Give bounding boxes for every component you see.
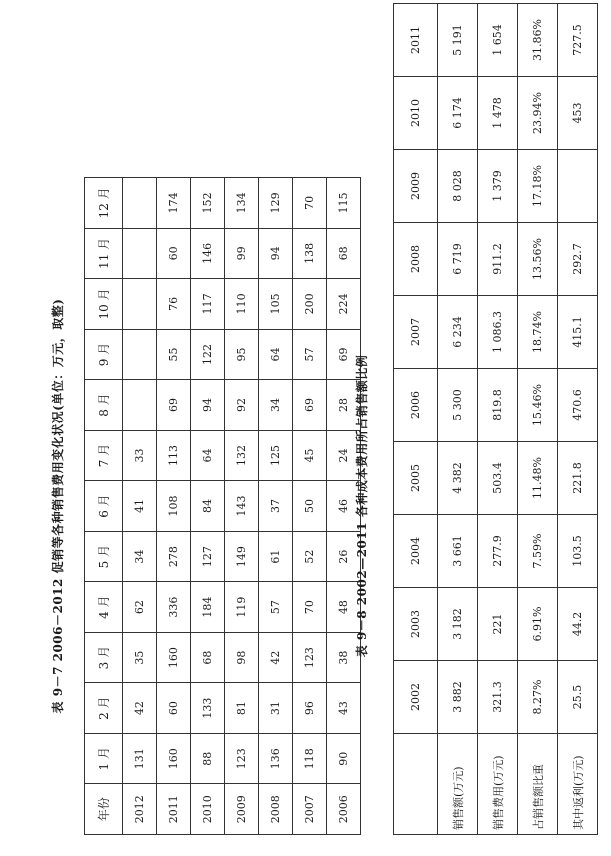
table-9-7-wrapper (84, 177, 350, 835)
row-header: 2010 (191, 784, 225, 835)
row-header: 销售费用(万元) (478, 734, 518, 835)
table-cell: 88 (191, 733, 225, 784)
table-cell: 35 (123, 632, 157, 683)
table-cell: 122 (191, 329, 225, 380)
column-header: 11 月 (85, 228, 123, 279)
table-cell: 115 (327, 178, 361, 229)
table-cell: 224 (327, 279, 361, 330)
sales-expense-table (84, 177, 361, 835)
table-cell: 26 (327, 531, 361, 582)
table-cell: 1 379 (478, 150, 518, 223)
table-row (558, 4, 598, 835)
table-cell: 453 (558, 77, 598, 150)
column-header: 12 月 (85, 178, 123, 229)
table-cell: 90 (327, 733, 361, 784)
table-cell: 94 (191, 380, 225, 431)
table-cell (558, 150, 598, 223)
table-cell: 6 234 (438, 296, 478, 369)
table-cell: 45 (293, 430, 327, 481)
column-header: 10 月 (85, 279, 123, 330)
table-cell (123, 329, 157, 380)
table-cell: 23.94% (518, 77, 558, 150)
table-cell: 184 (191, 582, 225, 633)
cost-ratio-table (393, 3, 598, 835)
table-cell: 119 (225, 582, 259, 633)
header-corner-cell: 年份 (85, 784, 123, 835)
table-cell: 103.5 (558, 515, 598, 588)
table-cell: 17.18% (518, 150, 558, 223)
table-cell: 76 (157, 279, 191, 330)
table-cell: 60 (157, 228, 191, 279)
table-cell: 110 (225, 279, 259, 330)
table-cell: 6 174 (438, 77, 478, 150)
table-cell: 34 (259, 380, 293, 431)
table-cell: 44.2 (558, 588, 598, 661)
table-cell: 11.48% (518, 442, 558, 515)
table-cell: 470.6 (558, 369, 598, 442)
row-header: 2012 (123, 784, 157, 835)
column-header: 2008 (394, 223, 438, 296)
table-row (518, 4, 558, 835)
table-cell: 146 (191, 228, 225, 279)
table-cell: 6 719 (438, 223, 478, 296)
table-cell: 70 (293, 178, 327, 229)
table-cell: 33 (123, 430, 157, 481)
table-row (293, 178, 327, 835)
table-cell: 911.2 (478, 223, 518, 296)
table-cell: 64 (259, 329, 293, 380)
table-cell: 3 661 (438, 515, 478, 588)
table-cell: 113 (157, 430, 191, 481)
row-header: 2006 (327, 784, 361, 835)
table-cell: 5 191 (438, 4, 478, 77)
column-header: 2007 (394, 296, 438, 369)
table-cell: 278 (157, 531, 191, 582)
table-cell: 25.5 (558, 661, 598, 734)
table-cell: 42 (259, 632, 293, 683)
table-cell: 321.3 (478, 661, 518, 734)
table-cell: 1 086.3 (478, 296, 518, 369)
table-cell: 7.59% (518, 515, 558, 588)
table-cell: 34 (123, 531, 157, 582)
table-cell: 221.8 (558, 442, 598, 515)
table-row (225, 178, 259, 835)
row-header: 2008 (259, 784, 293, 835)
table-cell (123, 279, 157, 330)
row-header: 2011 (157, 784, 191, 835)
column-header: 7 月 (85, 430, 123, 481)
table-cell: 503.4 (478, 442, 518, 515)
column-header: 2003 (394, 588, 438, 661)
column-header: 2011 (394, 4, 438, 77)
column-header: 3 月 (85, 632, 123, 683)
table-cell: 31.86% (518, 4, 558, 77)
table-9-8-caption: 表 9－8 2002—2011 各种成本费用所占销售额比例 (355, 354, 369, 658)
table-cell: 123 (293, 632, 327, 683)
table-cell (123, 228, 157, 279)
table-cell: 3 182 (438, 588, 478, 661)
table-row (438, 4, 478, 835)
table-cell: 62 (123, 582, 157, 633)
table-cell: 133 (191, 683, 225, 734)
table-row (478, 4, 518, 835)
table-cell: 138 (293, 228, 327, 279)
column-header: 2 月 (85, 683, 123, 734)
table-cell: 43 (327, 683, 361, 734)
row-header: 2009 (225, 784, 259, 835)
table-cell: 727.5 (558, 4, 598, 77)
row-header: 其中返利(万元) (558, 734, 598, 835)
table-cell: 57 (293, 329, 327, 380)
table-cell: 24 (327, 430, 361, 481)
table-cell: 64 (191, 430, 225, 481)
column-header: 2010 (394, 77, 438, 150)
table-cell: 200 (293, 279, 327, 330)
table-cell: 143 (225, 481, 259, 532)
table-cell: 4 382 (438, 442, 478, 515)
table-cell: 1 654 (478, 4, 518, 77)
table-cell: 3 882 (438, 661, 478, 734)
table-cell: 38 (327, 632, 361, 683)
table-cell: 37 (259, 481, 293, 532)
table-cell: 292.7 (558, 223, 598, 296)
table-cell: 94 (259, 228, 293, 279)
table-row (123, 178, 157, 835)
table-cell: 5 300 (438, 369, 478, 442)
header-corner-cell (394, 734, 438, 835)
table-cell: 117 (191, 279, 225, 330)
table-cell: 108 (157, 481, 191, 532)
column-header: 4 月 (85, 582, 123, 633)
table-cell: 123 (225, 733, 259, 784)
column-header: 2005 (394, 442, 438, 515)
column-header: 2004 (394, 515, 438, 588)
column-header: 5 月 (85, 531, 123, 582)
column-header: 9 月 (85, 329, 123, 380)
table-cell (123, 178, 157, 229)
table-cell: 31 (259, 683, 293, 734)
table-cell: 50 (293, 481, 327, 532)
table-cell: 96 (293, 683, 327, 734)
table-cell: 55 (157, 329, 191, 380)
table-cell: 277.9 (478, 515, 518, 588)
table-cell: 13.56% (518, 223, 558, 296)
table-9-8-wrapper (393, 4, 592, 835)
table-cell: 60 (157, 683, 191, 734)
table2-header-row (394, 4, 438, 835)
column-header: 2002 (394, 661, 438, 734)
table-cell: 127 (191, 531, 225, 582)
table-cell: 819.8 (478, 369, 518, 442)
table-cell: 336 (157, 582, 191, 633)
table-cell: 118 (293, 733, 327, 784)
table-cell: 84 (191, 481, 225, 532)
table-cell: 132 (225, 430, 259, 481)
table-cell: 8 028 (438, 150, 478, 223)
table-cell: 28 (327, 380, 361, 431)
table-cell: 41 (123, 481, 157, 532)
table-cell: 221 (478, 588, 518, 661)
table-cell: 149 (225, 531, 259, 582)
row-header: 占销售额比重 (518, 734, 558, 835)
table-cell: 136 (259, 733, 293, 784)
column-header: 2009 (394, 150, 438, 223)
table-cell: 99 (225, 228, 259, 279)
table-cell: 81 (225, 683, 259, 734)
table-cell: 8.27% (518, 661, 558, 734)
table-cell: 69 (157, 380, 191, 431)
column-header: 6 月 (85, 481, 123, 532)
row-header: 销售额(万元) (438, 734, 478, 835)
table-cell: 52 (293, 531, 327, 582)
table-cell: 160 (157, 632, 191, 683)
row-header: 2007 (293, 784, 327, 835)
table-cell: 131 (123, 733, 157, 784)
table1-header-row (85, 178, 123, 835)
table-cell: 70 (293, 582, 327, 633)
table-cell: 129 (259, 178, 293, 229)
table-cell: 98 (225, 632, 259, 683)
table-cell: 125 (259, 430, 293, 481)
table-cell: 134 (225, 178, 259, 229)
table-cell: 61 (259, 531, 293, 582)
table-cell: 42 (123, 683, 157, 734)
table-cell: 46 (327, 481, 361, 532)
table-cell (123, 380, 157, 431)
table-cell: 1 478 (478, 77, 518, 150)
table-cell: 15.46% (518, 369, 558, 442)
table-row (259, 178, 293, 835)
table-cell: 69 (327, 329, 361, 380)
table-cell: 18.74% (518, 296, 558, 369)
table-cell: 57 (259, 582, 293, 633)
table-cell: 105 (259, 279, 293, 330)
table-cell: 69 (293, 380, 327, 431)
column-header: 8 月 (85, 380, 123, 431)
table-cell: 6.91% (518, 588, 558, 661)
table-cell: 152 (191, 178, 225, 229)
table-cell: 160 (157, 733, 191, 784)
column-header: 2006 (394, 369, 438, 442)
table-row (157, 178, 191, 835)
table-cell: 92 (225, 380, 259, 431)
table-cell: 415.1 (558, 296, 598, 369)
table-cell: 68 (191, 632, 225, 683)
table-cell: 174 (157, 178, 191, 229)
table-cell: 48 (327, 582, 361, 633)
table-cell: 95 (225, 329, 259, 380)
column-header: 1 月 (85, 733, 123, 784)
table-cell: 68 (327, 228, 361, 279)
table-9-7-caption: 表 9－7 2006－2012 促销等各种销售费用变化状况(单位：万元，取整) (51, 298, 65, 714)
table-row (191, 178, 225, 835)
